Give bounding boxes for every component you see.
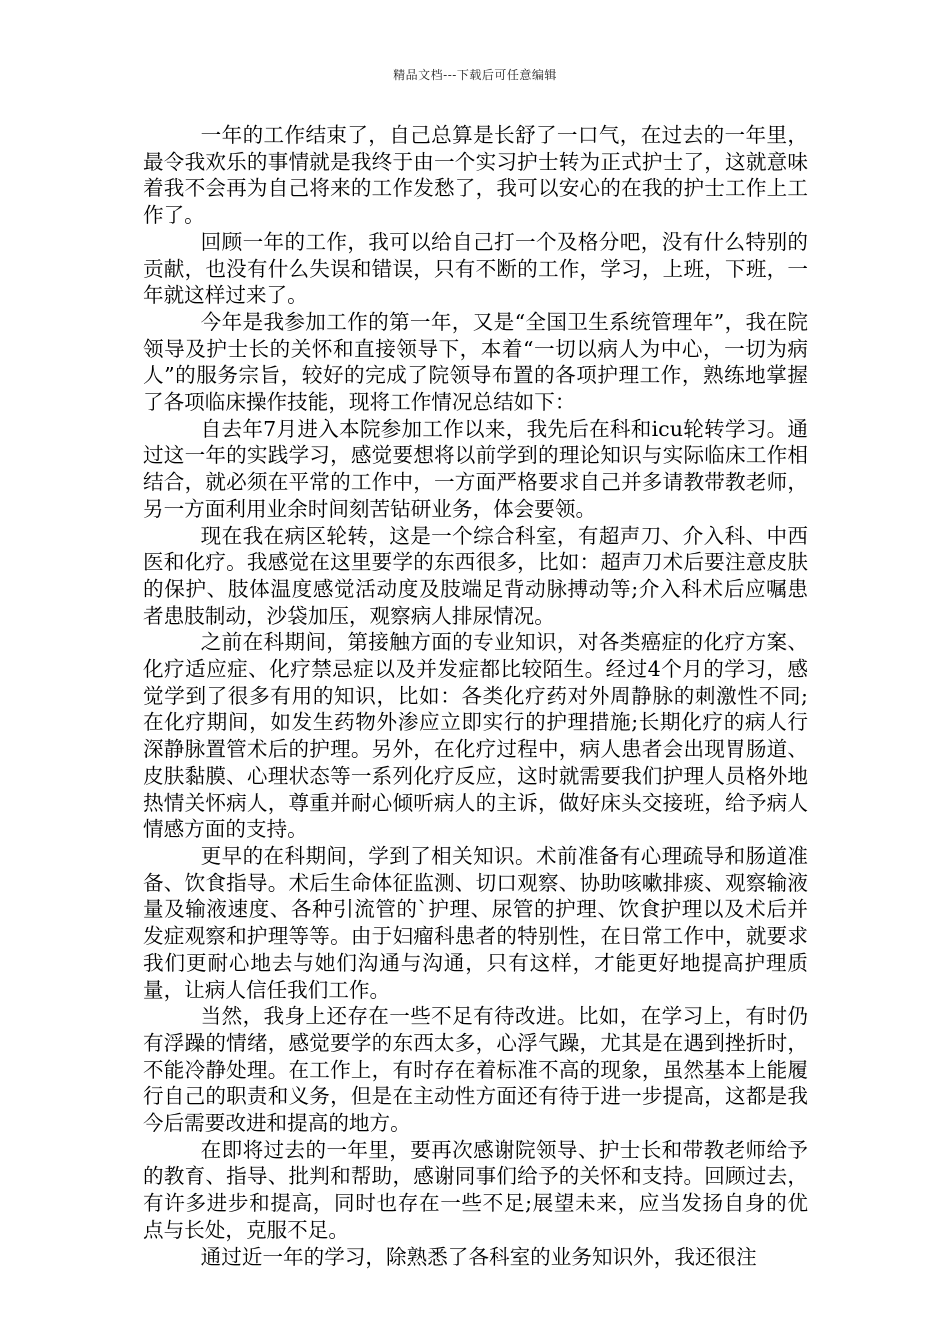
paragraph: 一年的工作结束了，自己总算是长舒了一口气，在过去的一年里，最令我欢乐的事情就是我终于由一个实习护士转为正式护士了，这就意味着我不会再为自己将来的工作发愁了，我可以安心的在我的护士工作上工作了。: [143, 123, 808, 228]
paragraph: 在即将过去的一年里，要再次感谢院领导、护士长和带教老师给予的教育、指导、批判和帮助，感谢同事们给予的关怀和支持。回顾过去，有许多进步和提高，同时也存在一些不足;展望未来，应当发扬自身的优点与长处，克服不足。: [143, 1137, 808, 1242]
paragraph: 通过近一年的学习，除熟悉了各科室的业务知识外，我还很注: [200, 1244, 757, 1269]
document-body: [143, 122, 808, 1270]
paragraph: 自去年7月进入本院参加工作以来，我先后在科和icu轮转学习。通过这一年的实践学习，感觉要想将以前学到的理论知识与实际临床工作相结合，就必须在平常的工作中，一方面严格要求自己并多请教带教老师，另一方面利用业余时间刻苦钻研业务，体会要领。: [143, 416, 808, 521]
paragraph: 回顾一年的工作，我可以给自己打一个及格分吧，没有什么特别的贡献，也没有什么失误和错误，只有不断的工作，学习，上班，下班，一年就这样过来了。: [143, 229, 808, 308]
paragraph: 今年是我参加工作的第一年，又是“全国卫生系统管理年”，我在院领导及护士长的关怀和直接领导下，本着“一切以病人为中心，一切为病人”的服务宗旨，较好的完成了院领导布置的各项护理工作，熟练地掌握了各项临床操作技能，现将工作情况总结如下：: [143, 309, 808, 415]
paragraph: 现在我在病区轮转，这是一个综合科室，有超声刀、介入科、中西医和化疗。我感觉在这里要学的东西很多，比如：超声刀术后要注意皮肤的保护、肢体温度感觉活动度及肢端足背动脉搏动等;介入科术后应嘱患者患肢制动，沙袋加压，观察病人排尿情况。: [143, 523, 808, 628]
paragraph: 当然，我身上还存在一些不足有待改进。比如，在学习上，有时仍有浮躁的情绪，感觉要学的东西太多，心浮气躁，尤其是在遇到挫折时，不能冷静处理。在工作上，有时存在着标准不高的现象，虽然基本上能履行自己的职责和义务，但是在主动性方面还有待于进一步提高，这都是我今后需要改进和提高的地方。: [143, 1004, 808, 1136]
paragraph: 之前在科期间，第接触方面的专业知识，对各类癌症的化疗方案、化疗适应症、化疗禁忌症以及并发症都比较陌生。经过4个月的学习，感觉学到了很多有用的知识，比如：各类化疗药对外周静脉的刺激性不同;在化疗期间，如发生药物外渗应立即实行的护理措施;长期化疗的病人行深静脉置管术后的护理。另外，在化疗过程中，病人患者会出现胃肠道、皮肤黏膜、心理状态等一系列化疗反应，这时就需要我们护理人员格外地热情关怀病人，尊重并耐心倾听病人的主诉，做好床头交接班，给予病人情感方面的支持。: [143, 630, 808, 842]
paragraph: 更早的在科期间，学到了相关知识。术前准备有心理疏导和肠道准备、饮食指导。术后生命体征监测、切口观察、协助咳嗽排痰、观察输液量及输液速度、各种引流管的`护理、尿管的护理、饮食护理以及术后并发症观察和护理等等。由于妇瘤科患者的特别性，在日常工作中，就要求我们更耐心地去与她们沟通与沟通，只有这样，才能更好地提高护理质量，让病人信任我们工作。: [143, 843, 808, 1002]
page-header: 精品文档---下载后可任意编辑: [393, 68, 557, 82]
